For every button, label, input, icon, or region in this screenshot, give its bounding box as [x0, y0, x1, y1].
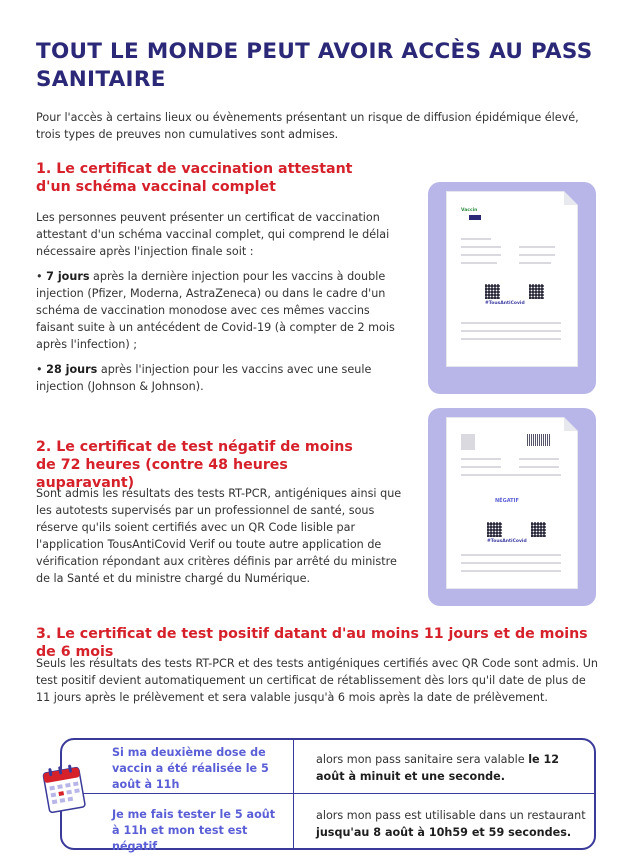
example-2-condition: Je me fais tester le 5 août à 11h et mon test est négatif	[112, 808, 276, 853]
section3-heading: 3. Le certificat de test positif datant d'au moins 11 jours et de moins de 6 mois	[36, 626, 588, 660]
example-1-condition: Si ma deuxième dose de vaccin a été réalisée le 5 août à 11h	[112, 746, 269, 791]
example-1-result: alors mon pass sanitaire sera valable le 12 août à minuit et une seconde.	[316, 753, 560, 783]
examples-column-divider	[293, 738, 294, 850]
bullet1-text: après la dernière injection pour les vaccins à double injection (Pfizer, Moderna, AstraZeneca) ou dans le cadre d'un schéma de vaccination monodose avec ces mêmes vaccins faisant suite à un antécédent de Covid-19 (à compter de 2 mois après l'infection) ;	[36, 270, 395, 351]
page-title: TOUT LE MONDE PEUT AVOIR ACCÈS AU PASS SANITAIRE	[36, 39, 593, 92]
qr-code-icon	[485, 284, 500, 299]
vaccin-logo: Vaccin	[461, 208, 483, 224]
example-2-result: alors mon pass est utilisable dans un restaurant jusqu'au 8 août à 10h59 et 59 secondes.	[316, 809, 586, 839]
header-block	[461, 434, 475, 450]
card-hashtag: #TousAntiCovid	[485, 301, 525, 306]
negative-test-illustration	[428, 408, 596, 606]
vaccination-certificate-illustration	[428, 182, 596, 394]
section3-text: Seuls les résultats des tests RT-PCR et des tests antigéniques certifiés avec QR Code sont admis. Un test positif devient automatiquement un certificat de rétablissement dès lors qu'il date de plus de 11 jours après le prélèvement et sera valable jusqu'à 6 mois après la date de prélèvement.	[36, 657, 599, 704]
intro-paragraph: Pour l'accès à certains lieux ou évènements présentant un risque de diffusion épidémique élevé, trois types de preuves non cumulatives sont admises.	[36, 111, 579, 141]
qr-code-icon	[487, 522, 502, 537]
section2-heading: 2. Le certificat de test négatif de moins de 72 heures (contre 48 heures auparavant)	[36, 439, 353, 491]
qr-code-icon	[529, 284, 544, 299]
qr-code-icon	[531, 522, 546, 537]
bullet2-text: après l'injection pour les vaccins avec une seule injection (Johnson & Johnson).	[36, 363, 372, 393]
examples-divider	[60, 793, 596, 794]
section1-heading: 1. Le certificat de vaccination attestant d'un schéma vaccinal complet	[36, 161, 353, 195]
page-fold	[564, 191, 578, 205]
test-result-sheet	[447, 418, 577, 588]
page-fold	[564, 417, 578, 431]
card-hashtag: #TousAntiCovid	[487, 539, 527, 544]
barcode-icon	[527, 434, 551, 446]
section2-text: Sont admis les résultats des tests RT-PCR, antigéniques ainsi que les autotests supervisés par un professionnel de santé, sous réserve qu'ils soient certifiés avec un QR Code lisible par l'application TousAntiCovid Verif ou toute autre application de vérification répondant aux critères définis par arrêté du ministre de la Santé et du ministre chargé du Numérique.	[36, 487, 402, 585]
bullet1-bold: 7 jours	[46, 270, 90, 283]
section1-intro: Les personnes peuvent présenter un certificat de vaccination attestant d'un schéma vaccinal complet, qui comprend le délai nécessaire après l'injection finale soit :	[36, 211, 390, 258]
calendar-icon	[40, 762, 88, 816]
certificate-sheet	[447, 192, 577, 366]
section1-bullet-2: • 28 jours après l'injection pour les vaccins avec une seule injection (Johnson & Johnson).	[36, 363, 372, 393]
negative-label: NÉGATIF	[495, 498, 519, 504]
section1-bullet-1: • 7 jours après la dernière injection pour les vaccins à double injection (Pfizer, Moderna, AstraZeneca) ou dans le cadre d'un schéma de vaccination monodose avec ces mêmes vaccins faisant suite à un antécédent de Covid-19 (à compter de 2 mois après l'infection) ;	[36, 270, 395, 351]
bullet2-bold: 28 jours	[46, 363, 98, 376]
